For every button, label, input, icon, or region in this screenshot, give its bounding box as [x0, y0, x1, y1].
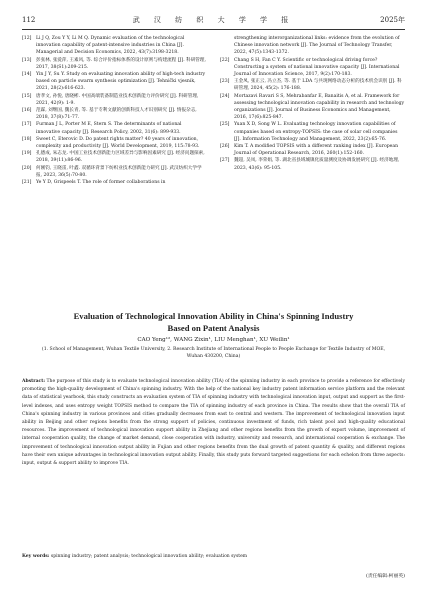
- reference-number: [22]: [220, 57, 230, 63]
- reference-number: [15]: [22, 93, 32, 99]
- reference-item: [220, 93, 405, 122]
- references-left-column: [22, 35, 207, 186]
- reference-text: Yuan X D, Song W L. Evaluating technology innovation capabilities of companies based on entropy-TOPSIS: the case of solar cell companies [J]. Information Technology and Management, 2022, 23(2):65-76.: [234, 122, 398, 142]
- reference-item: [22, 150, 207, 164]
- reference-text: Li J Q, Zou Y Y, Li M Q. Dynamic evaluation of the technological innovation capability of patent-intensive industries in China [J]. Managerial and Decision Economics, 2022, 43(7):3198-3218.: [36, 36, 185, 56]
- reference-item: [220, 157, 405, 171]
- reference-item: [22, 136, 207, 150]
- abstract-label: Abstract:: [22, 379, 46, 384]
- reference-number: [220, 35, 234, 57]
- reference-text: Chang S H, Fan C Y. Scientific or technological driving force? Constructing a system of national innovative capacity [J]. International Journal of Innovation Science, 2017, 9(2):170-183.: [234, 57, 400, 78]
- reference-text: strengthening interorganizational links: evidence from the evolution of Chinese innovation network [J]. The Journal of Technology Transfer, 2022, 47(5):1343-1372.: [234, 36, 400, 56]
- reference-item: [220, 35, 405, 57]
- reference-item: [22, 93, 207, 107]
- reference-number: [24]: [220, 93, 230, 99]
- reference-number: [13]: [22, 57, 32, 63]
- reference-text: Mortazavi Ravari S S, Mehrabanfar E, Banaitis A, et al. Framework for assessing technological innovation capability in research and technology organizations [J]. Journal of Business Economics and Management, 2016, 17(6):825-847.: [234, 93, 405, 121]
- reference-item: [22, 179, 207, 186]
- reference-text: Kim T. A modified TOPSIS with a different ranking index [J]. European Journal of Operational Research, 2016, 260(1):152-160.: [234, 144, 399, 157]
- paper-title: [22, 311, 405, 334]
- keywords-label: Key words:: [22, 554, 50, 559]
- title-line-1: Evaluation of Technological Innovation Ability in China's Spinning Industry: [73, 311, 354, 321]
- keywords: [22, 553, 405, 561]
- reference-item: [220, 78, 405, 92]
- reference-text: Sweet C, Eterovic D. Do patent rights matter? 40 years of innovation, complexity and productivity [J]. World Development, 2019, 115:78-93.: [36, 136, 200, 150]
- authors: CAO Yeng¹², WANG Zixin¹, LIU Menghan¹, XU Weilin¹: [137, 337, 290, 343]
- reference-item: [22, 35, 207, 57]
- reference-text: 唐孝文, 孙悦, 唐晓彬. 中国高端装备制造业技术创新能力评价研究 [J]. 科研管理, 2021, 42(9): 1-9.: [36, 93, 199, 106]
- reference-text: Yin J Y, Su Y. Study on evaluating innovation ability of high-tech industry based on particle swarm synthesis optimization [J]. Tehnički vjesnik, 2021, 28(2):616-623.: [36, 72, 206, 92]
- reference-number: [23]: [220, 79, 230, 85]
- reference-number: [14]: [22, 72, 32, 78]
- abstract-text: The purpose of this study is to evaluate technological innovation ability (TIA) of the spinning industry in each province to provide a reference for effectively promoting the high-quality development of China's spinning industry. With the help of the national key industry patent information service platform and the relevant data of statistical yearbook, this study constructs an evaluation system of TIA of spinning industry with technological innovation input, output and support as the first-level indexes, and uses entropy weight TOPSIS method to compare the TIA of spinning industry of each province in China. The results show that the overall TIA of China's spinning industry in various provinces and cities gradually decreases from east to central and western. The improvement of technological innovation input ability in Beijing and other regions benefits from the strong support of policies, continuous investment of funds, rich talent pool and high-quality educational resources. The improvement of technological innovation support ability in Zhejiang and other regions benefits from the growth of export volume, improvement of internal cooperation quality, the change of market demand, close cooperation with industry, university and research, and international cooperation & exchange. The improvement of technological innovation output ability in Fujian and other regions benefits from the dual growth of patent quantity & quality, and different regions have their own unique advantages in technological innovation output ability. Finally, this study puts forward targeted suggestions for each echelon from three aspects: input, output & support ability to improve TIA.: [22, 379, 405, 467]
- reference-text: Furman J L, Porter M E, Stern S. The determinants of national innovative capacity [J]. Research Policy, 2002, 31(6): 899-933.: [36, 122, 182, 135]
- reference-item: [22, 121, 207, 135]
- reference-text: 王金凤, 张正云, 冯立杰, 等. 基于 LDA 与共现网络动态分析的技术机会识别 [J]. 科研管理, 2024, 45(2): 176-188.: [234, 79, 402, 92]
- reference-item: [220, 143, 405, 157]
- reference-item: [220, 57, 405, 79]
- title-line-2: Based on Patent Analysis: [167, 322, 260, 333]
- editor-note: (责任编辑:柯丽英): [366, 574, 405, 579]
- reference-item: [22, 107, 207, 121]
- abstract: [22, 378, 405, 468]
- reference-number: [19]: [22, 151, 32, 157]
- reference-item: [22, 57, 207, 71]
- reference-number: [21]: [22, 180, 32, 186]
- reference-text: Ye Y D, Grispeels T. The role of former collaborations in: [36, 180, 166, 186]
- reference-item: [220, 121, 405, 143]
- reference-number: [16]: [22, 108, 32, 114]
- affiliation: (1. School of Management, Wuhan Textile University, 2. Research Institute of International People to People Exchange for Textile Industry of MOE, Wuhan 430200, China): [41, 347, 386, 359]
- reference-number: [17]: [22, 122, 32, 128]
- keywords-text: spinning industry; patent analysis; technological innovation ability; evaluation system: [50, 554, 248, 559]
- reference-text: 范霖, 刘继国, 魏长青, 等. 基于专利文献的创新科技人才识别研究 [J]. 情报杂志, 2018, 37(8):71-77.: [36, 108, 197, 121]
- reference-number: [20]: [22, 165, 32, 171]
- page-number: 112: [22, 16, 36, 24]
- reference-text: 孔德成, 朱志龙. 中国工业技术创新能力区域差异与影响因素研究 [J]. 经济问题探索, 2018, 39(11):86-96.: [36, 151, 205, 164]
- reference-text: 彭张林, 张爱萍, 王素风, 等. 综合评价指标体系的设计原则与构建流程 [J]. 科研管理, 2017, 38(S1):209-215.: [36, 57, 206, 70]
- reference-text: 何刚钧, 王晓雷, 叶鑫. 双循环背景下纺织业技术创新能力研究 [J]. 武汉纺织大学学报, 2023, 36(5):70-80.: [36, 165, 202, 178]
- reference-text: 魏超, 吴凤, 李荣娟, 等. 湖北省县域城镇化质量测度及协调发展研究 [J]. 经济地理, 2023, 43(6): 95-105.: [234, 158, 400, 171]
- header-rule: [22, 29, 405, 30]
- reference-number: [25]: [220, 122, 230, 128]
- references-right-column: [220, 35, 405, 172]
- reference-number: [18]: [22, 136, 32, 142]
- reference-number: [26]: [220, 144, 230, 150]
- reference-item: [22, 165, 207, 179]
- reference-number: [27]: [220, 158, 230, 164]
- reference-item: [22, 71, 207, 93]
- journal-name: 武 汉 纺 织 大 学 学 报: [132, 16, 295, 24]
- year: 2025年: [380, 16, 405, 24]
- running-header: [22, 14, 405, 26]
- reference-number: [12]: [22, 36, 32, 41]
